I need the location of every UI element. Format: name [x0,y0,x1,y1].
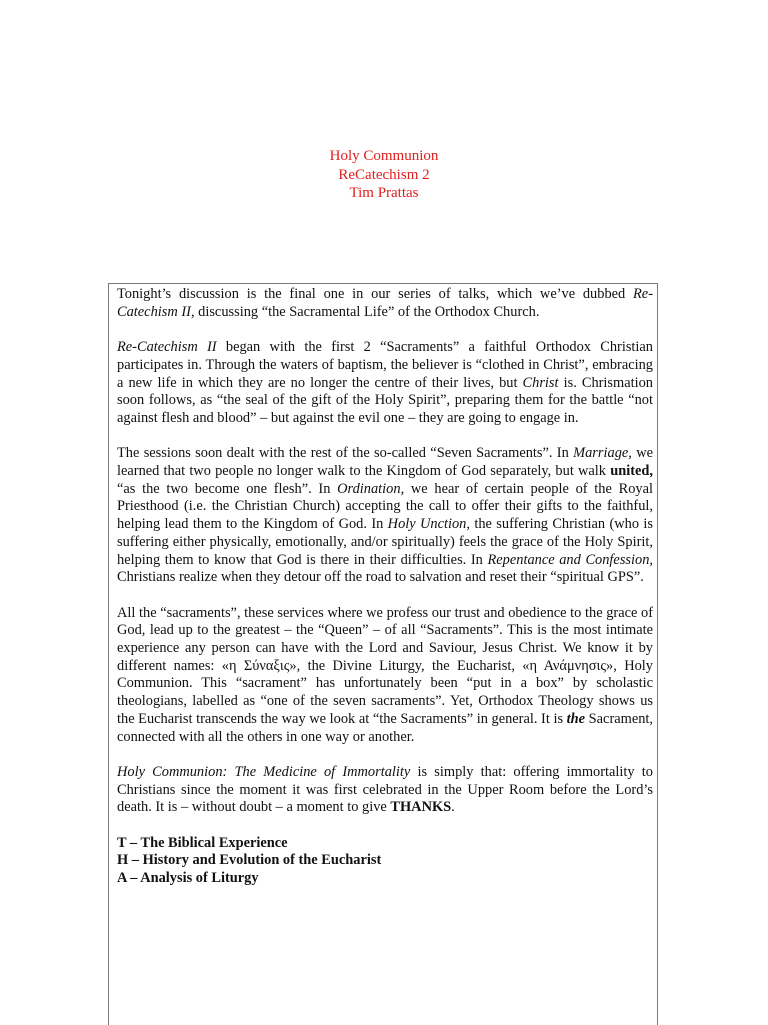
paragraph-sacraments: The sessions soon dealt with the rest of the so-called “Seven Sacraments”. In Marriage, we learned that two people no longer walk to the Kingdom of God separately, but walk united, “as the two become one flesh”. In Ordination, we hear of certain people of the Royal Priesthood (i.e. the Christian Church) accepting the call to offer their gifts to the faithful, helping lead them to the Kingdom of God. In Holy Unction, the suffering Christian (who is suffering either physically, emotionally, and/or spiritually) feels the grace of the Holy Spirit, helping them to know that God is there in their difficulties. In Repentance and Confession, Christians realize when they detour off the road to salvation and reset their “spiritual GPS”. [117,445,654,586]
document-author: Tim Prattas [349,185,419,201]
document-title: Holy Communion [329,148,439,164]
title-block [0,147,768,203]
paragraph-medicine: Holy Communion: The Medicine of Immortality is simply that: offering immortality to Christians since the moment it was first celebrated in the Upper Room before the Lord’s death. It is – without doubt – a moment to give THANKS. [117,763,653,816]
document-body [117,286,653,888]
outline-item: T – The Biblical Experience [117,834,288,851]
paragraph-baptism: Re-Catechism II began with the first 2 “Sacraments” a faithful Orthodox Christian participates in. Through the waters of baptism, the believer is “clothed in Christ”, embracing a new life in which they are no longer the centre of their lives, but Christ is. Chrismation soon follows, as “the seal of the gift of the Holy Spirit”, preparing them for the battle “not against flesh and blood” – but against the evil one – they are going to engage in. [117,339,654,426]
outline-item: H – History and Evolution of the Eucharist [117,852,382,869]
paragraph-intro: Tonight’s discussion is the final one in our series of talks, which we’ve dubbed Re-Catechism II, discussing “the Sacramental Life” of the Orthodox Church. [117,286,653,320]
document-subtitle: ReCatechism 2 [338,166,430,183]
paragraph-eucharist: All the “sacraments”, these services where we profess our trust and obedience to the grace of God, lead up to the greatest – the “Queen” – of all “Sacraments”. This is the most intimate experience any person can have with the Lord and Saviour, Jesus Christ. We know it by different names: «η Σύναξις», the Divine Liturgy, the Eucharist, «η Ανάμνησις», Holy Communion. This “sacrament” has unfortunately been “put in a box” by scholastic theologians, labelled as “one of the seven sacraments”. Yet, Orthodox Theology shows us the Eucharist transcends the way we look at “the Sacraments” in general. It is the Sacrament, connected with all the others in one way or another. [117,604,653,745]
outline-item: A – Analysis of Liturgy [117,870,259,887]
